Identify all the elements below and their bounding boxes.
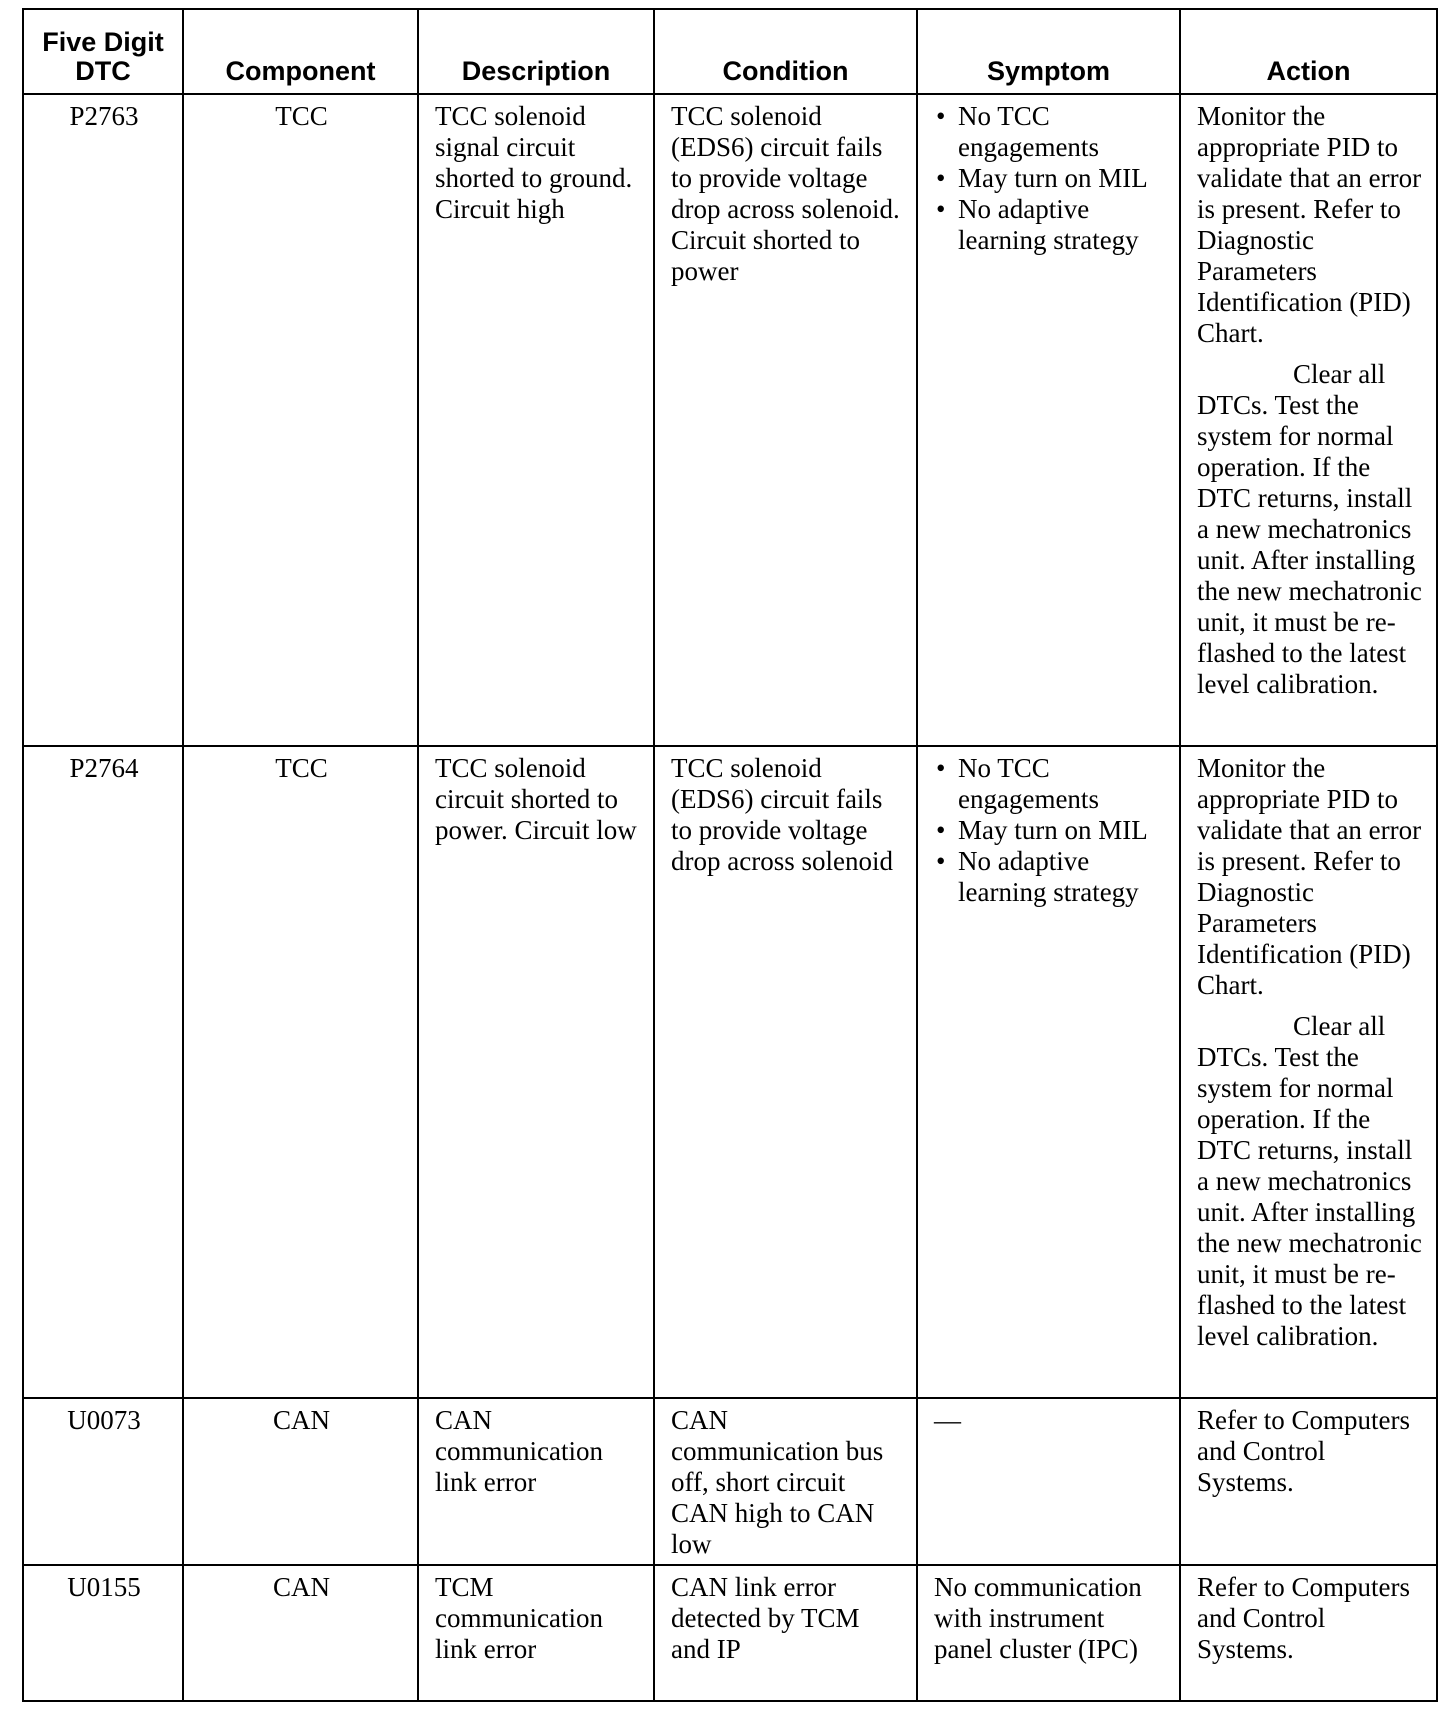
table-row <box>23 1398 1437 1565</box>
symptom-cell: No communication with instrument panel cluster (IPC) <box>917 1565 1180 1701</box>
dtc-code: P2764 <box>23 746 183 1398</box>
header-action: Action <box>1180 9 1437 94</box>
dtc-code: U0155 <box>23 1565 183 1701</box>
action-cell <box>1180 94 1437 746</box>
component-cell: TCC <box>183 94 418 746</box>
header-description: Description <box>418 9 654 94</box>
dtc-table <box>22 8 1438 1702</box>
symptom-list <box>934 753 1165 908</box>
component-cell: CAN <box>183 1565 418 1701</box>
description-cell: TCC solenoid circuit shorted to power. Circuit low <box>418 746 654 1398</box>
table-row <box>23 1565 1437 1701</box>
symptom-item: • No adaptive learning strategy <box>934 194 1165 256</box>
header-dtc: Five Digit DTC <box>23 9 183 94</box>
symptom-item: • May turn on MIL <box>934 815 1165 846</box>
symptom-item: • No TCC engagements <box>934 753 1165 815</box>
component-cell: CAN <box>183 1398 418 1565</box>
dtc-code: P2763 <box>23 94 183 746</box>
table-row <box>23 94 1437 746</box>
symptom-list <box>934 101 1165 256</box>
action-cell: Refer to Computers and Control Systems. <box>1180 1398 1437 1565</box>
header-symptom: Symptom <box>917 9 1180 94</box>
component-cell: TCC <box>183 746 418 1398</box>
action-cell: Refer to Computers and Control Systems. <box>1180 1565 1437 1701</box>
action-cell <box>1180 746 1437 1398</box>
header-condition: Condition <box>654 9 917 94</box>
description-cell: CAN communication link error <box>418 1398 654 1565</box>
condition-cell: TCC solenoid (EDS6) circuit fails to provide voltage drop across solenoid. Circuit shorted to power <box>654 94 917 746</box>
symptom-item: • No adaptive learning strategy <box>934 846 1165 908</box>
symptom-cell <box>917 94 1180 746</box>
header-row <box>23 9 1437 94</box>
symptom-item: • May turn on MIL <box>934 163 1165 194</box>
header-component: Component <box>183 9 418 94</box>
dtc-code: U0073 <box>23 1398 183 1565</box>
action-paragraph: Monitor the appropriate PID to validate that an error is present. Refer to Diagnostic Parameters Identification (PID) Chart. <box>1197 101 1422 348</box>
symptom-cell <box>917 746 1180 1398</box>
description-cell: TCM communication link error <box>418 1565 654 1701</box>
action-paragraph: Clear all DTCs. Test the system for normal operation. If the DTC returns, install a new mechatronics unit. After installing the new mechatronic unit, it must be re-flashed to the latest level calibration. <box>1197 1011 1422 1351</box>
action-paragraph: Monitor the appropriate PID to validate that an error is present. Refer to Diagnostic Parameters Identification (PID) Chart. <box>1197 753 1422 1000</box>
condition-cell: TCC solenoid (EDS6) circuit fails to provide voltage drop across solenoid <box>654 746 917 1398</box>
description-cell: TCC solenoid signal circuit shorted to ground. Circuit high <box>418 94 654 746</box>
action-paragraph: Clear all DTCs. Test the system for normal operation. If the DTC returns, install a new mechatronics unit. After installing the new mechatronic unit, it must be re-flashed to the latest level calibration. <box>1197 359 1422 699</box>
symptom-cell: — <box>917 1398 1180 1565</box>
table-row <box>23 746 1437 1398</box>
condition-cell: CAN communication bus off, short circuit CAN high to CAN low <box>654 1398 917 1565</box>
symptom-item: • No TCC engagements <box>934 101 1165 163</box>
condition-cell: CAN link error detected by TCM and IP <box>654 1565 917 1701</box>
